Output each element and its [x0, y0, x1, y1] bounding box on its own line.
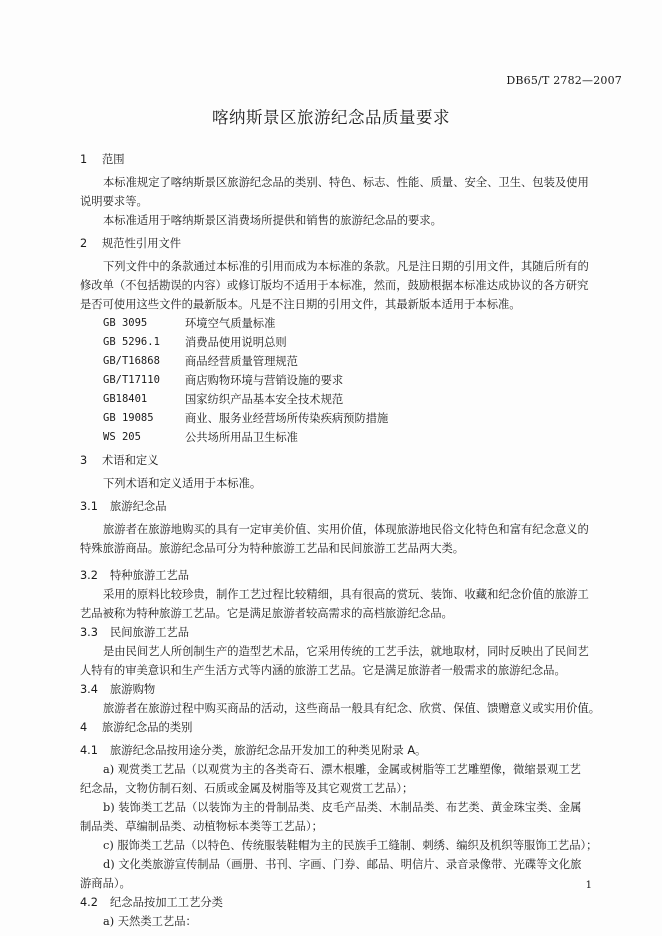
reference-item [80, 333, 608, 352]
list-item-line: d) 文化类旅游宣传制品（画册、书刊、字画、门券、邮品、明信片、录音录像带、光碟等文化旅 [103, 858, 582, 871]
paragraph-line: 特殊旅游商品。旅游纪念品可分为特种旅游工艺品和民间旅游工艺品两大类。 [80, 542, 465, 555]
section-1-heading [80, 150, 608, 169]
list-item-line: c) 服饰类工艺品（以特色、传统服装鞋帽为主的民族手工缝制、刺绣、编织及机织等服饰工艺品）； [103, 839, 598, 852]
page-number: 1 [585, 880, 592, 891]
paragraph-line: 下列文件中的条款通过本标准的引用而成为本标准的条款。凡是注日期的引用文件，其随后所有的 [103, 260, 589, 273]
list-item-line: a) 天然类工艺品： [103, 915, 197, 928]
section-title: 规范性引用文件 [102, 237, 182, 250]
document-body [80, 150, 608, 931]
reference-code: GB18401 [103, 393, 148, 405]
reference-name: 消费品使用说明总则 [185, 336, 287, 349]
paragraph-line: 艺品被称为特种旅游工艺品。它是满足旅游者较高需求的高档旅游纪念品。 [80, 607, 453, 620]
section-3-heading [80, 451, 608, 470]
standard-code: DB65/T 2782—2007 [506, 74, 622, 87]
reference-name: 商店购物环境与营销设施的要求 [185, 374, 344, 387]
subsection-number: 4.2 [80, 896, 98, 909]
section-title: 范围 [102, 153, 125, 166]
reference-name: 商业、服务业经营场所传染疾病预防措施 [185, 412, 389, 425]
section-4-heading [80, 718, 608, 737]
list-item-line: 制品类、草编制品类、动植物标本类等工艺品）； [80, 820, 323, 833]
paragraph-line: 是否可使用这些文件的最新版本。凡是不注日期的引用文件，其最新版本适用于本标准。 [80, 298, 521, 311]
subsection-title: 特种旅游工艺品 [110, 569, 190, 582]
paragraph-line: 修改单（不包括勘误的内容）或修订版均不适用于本标准，然而，鼓励根据本标准达成协议的各方研究 [80, 279, 589, 292]
subsection-number: 3.2 [80, 569, 98, 582]
section-title: 术语和定义 [102, 454, 159, 467]
list-item-line: 纪念品，文物仿制石刻、石质或金属及树脂等及其它观赏工艺品）； [80, 782, 414, 795]
subsection-number: 3.4 [80, 683, 98, 696]
list-item-line: 游商品）。 [80, 877, 131, 890]
paragraph-line: 下列术语和定义适用于本标准。 [103, 477, 262, 490]
paragraph-line: 人特有的审美意识和生产生活方式等内涵的旅游工艺品。它是满足旅游者一般需求的旅游纪念品。 [80, 664, 566, 677]
reference-name: 国家纺织产品基本安全技术规范 [185, 393, 344, 406]
subsection-title: 旅游购物 [110, 683, 156, 696]
subsection-3-1-heading [80, 497, 608, 516]
paragraph-line: 本标准适用于喀纳斯景区消费场所提供和销售的旅游纪念品的要求。 [103, 214, 442, 227]
reference-item [80, 428, 608, 447]
reference-name: 商品经营质量管理规范 [185, 355, 298, 368]
reference-code: GB 19085 [103, 412, 154, 424]
reference-name: 公共场所用品卫生标准 [185, 431, 298, 444]
reference-item [80, 409, 608, 428]
list-item-line: a) 观赏类工艺品（以观赏为主的各类奇石、漂木根雕，金属或树脂等工艺雕塑像，微缩景观工艺 [103, 763, 581, 776]
section-number: 3 [80, 454, 88, 467]
subsection-number: 4.1 [80, 744, 98, 757]
reference-item [80, 390, 608, 409]
paragraph-line: 是由民间艺人所创制生产的造型艺术品，它采用传统的工艺手法，就地取材，同时反映出了民间艺 [103, 645, 589, 658]
reference-name: 环境空气质量标准 [185, 317, 276, 330]
paragraph-line: 旅游者在旅游过程中购买商品的活动，这些商品一般具有纪念、欣赏、保值、馈赠意义或实用价值。 [103, 702, 601, 715]
paragraph-line: 旅游者在旅游地购买的具有一定审美价值、实用价值，体现旅游地民俗文化特色和富有纪念意义的 [103, 523, 589, 536]
subsection-4-1-heading [80, 741, 608, 760]
reference-item [80, 371, 608, 390]
reference-item [80, 352, 608, 371]
paragraph-line: 采用的原料比较珍贵，制作工艺过程比较精细，具有很高的赏玩、装饰、收藏和纪念价值的旅游工 [103, 588, 589, 601]
subsection-title: 旅游纪念品按用途分类，旅游纪念品开发加工的种类见附录 A。 [110, 744, 427, 757]
section-number: 2 [80, 237, 88, 250]
section-number: 1 [80, 153, 88, 166]
subsection-3-2-heading [80, 566, 608, 585]
list-item-line: b) 装饰类工艺品（以装饰为主的骨制品类、皮毛产品类、木制品类、布艺类、黄金珠宝类、金属 [103, 801, 582, 814]
reference-code: WS 205 [103, 431, 141, 443]
paragraph-line: 说明要求等。 [80, 195, 148, 208]
document-title: 喀纳斯景区旅游纪念品质量要求 [212, 108, 450, 127]
subsection-4-2-heading [80, 893, 608, 912]
subsection-3-4-heading [80, 680, 608, 699]
reference-code: GB/T17110 [103, 374, 160, 386]
reference-code: GB 3095 [103, 317, 148, 329]
subsection-title: 民间旅游工艺品 [110, 626, 190, 639]
subsection-title: 旅游纪念品 [110, 500, 167, 513]
subsection-number: 3.1 [80, 500, 98, 513]
subsection-title: 纪念品按加工工艺分类 [110, 896, 223, 909]
section-title: 旅游纪念品的类别 [102, 721, 193, 734]
subsection-3-3-heading [80, 623, 608, 642]
section-number: 4 [80, 721, 88, 734]
reference-item [80, 314, 608, 333]
reference-code: GB/T16868 [103, 355, 160, 367]
section-2-heading [80, 234, 608, 253]
subsection-number: 3.3 [80, 626, 98, 639]
reference-code: GB 5296.1 [103, 336, 160, 348]
paragraph-line: 本标准规定了喀纳斯景区旅游纪念品的类别、特色、标志、性能、质量、安全、卫生、包装及使用 [103, 176, 589, 189]
